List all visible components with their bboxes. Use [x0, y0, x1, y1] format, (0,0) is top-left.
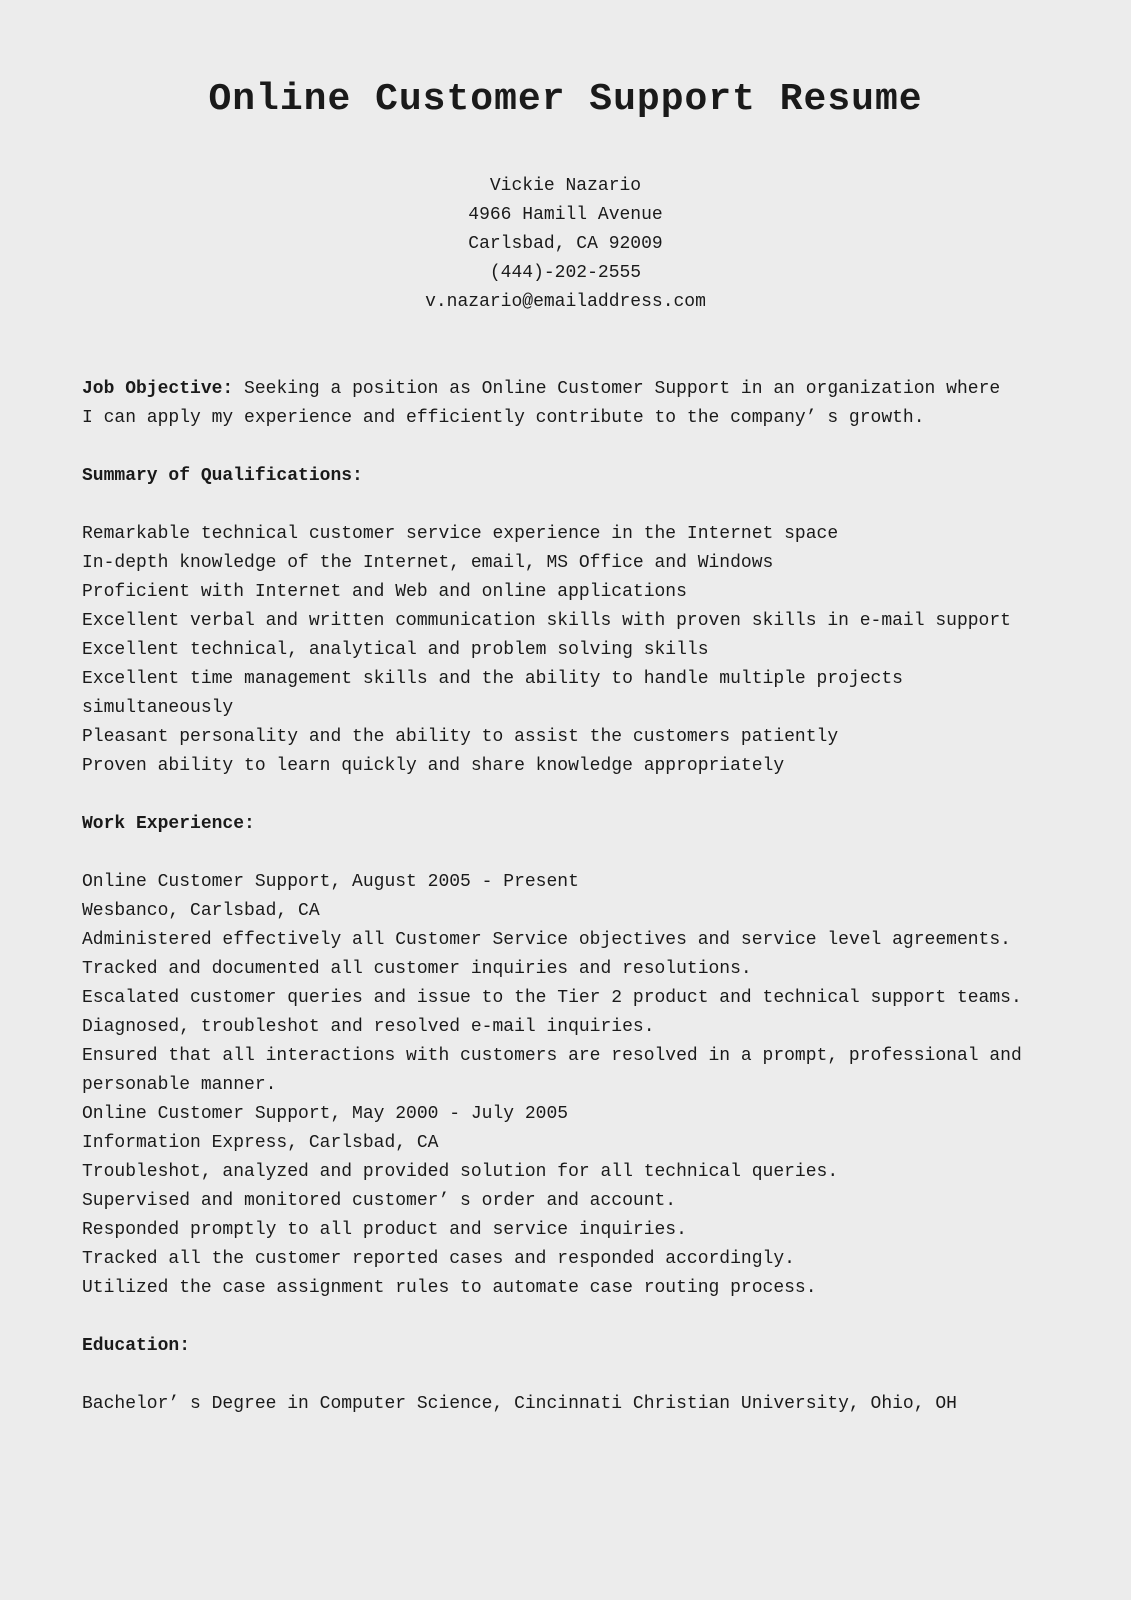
- qualification-item: Excellent time management skills and the ability to handle multiple projects simultaneously: [82, 669, 903, 718]
- job-title: Online Customer Support, May 2000 - July 2005: [82, 1104, 569, 1124]
- job-duty: Diagnosed, troubleshot and resolved e-mail inquiries.: [82, 1017, 655, 1037]
- job-duty: Utilized the case assignment rules to automate case routing process.: [82, 1278, 817, 1298]
- job-duty: Troubleshot, analyzed and provided solution for all technical queries.: [82, 1162, 839, 1182]
- job-duty: Administered effectively all Customer Service objectives and service level agreements.: [82, 930, 1011, 950]
- contact-name: Vickie Nazario: [489, 176, 642, 196]
- job-objective-text: Seeking a position as Online Customer Support in an organization where I can apply my experience and efficiently contribute to the company’ s growth.: [82, 379, 1001, 428]
- job-duty: Tracked all the customer reported cases and responded accordingly.: [82, 1249, 795, 1269]
- qualification-item: In-depth knowledge of the Internet, email, MS Office and Windows: [82, 553, 774, 573]
- job-objective: [82, 375, 1012, 433]
- education-heading: Education:: [82, 1336, 191, 1356]
- qualifications-list: [82, 520, 1027, 781]
- contact-city-state-zip: Carlsbad, CA 92009: [468, 234, 663, 254]
- job-entry: [82, 1100, 1027, 1303]
- qualification-item: Pleasant personality and the ability to assist the customers patiently: [82, 727, 839, 747]
- contact-block: [0, 172, 1131, 317]
- page-title: Online Customer Support Resume: [208, 78, 923, 121]
- job-duty: Responded promptly to all product and service inquiries.: [82, 1220, 687, 1240]
- job-duty: Supervised and monitored customer’ s order and account.: [82, 1191, 677, 1211]
- job-duty: Tracked and documented all customer inquiries and resolutions.: [82, 959, 752, 979]
- qualification-item: Proven ability to learn quickly and share knowledge appropriately: [82, 756, 785, 776]
- contact-phone: (444)-202-2555: [489, 263, 642, 283]
- experience-heading: Work Experience:: [82, 814, 255, 834]
- qualification-item: Excellent technical, analytical and problem solving skills: [82, 640, 709, 660]
- contact-email: v.nazario@emailaddress.com: [425, 292, 706, 312]
- job-duty: Ensured that all interactions with customers are resolved in a prompt, professional and personable manner.: [82, 1046, 1022, 1095]
- contact-street: 4966 Hamill Avenue: [468, 205, 663, 225]
- job-employer: Information Express, Carlsbad, CA: [82, 1133, 439, 1153]
- job-objective-label: Job Objective:: [82, 379, 234, 399]
- qualification-item: Remarkable technical customer service experience in the Internet space: [82, 524, 839, 544]
- job-employer: Wesbanco, Carlsbad, CA: [82, 901, 320, 921]
- qualification-item: Excellent verbal and written communication skills with proven skills in e-mail support: [82, 611, 1011, 631]
- qualifications-heading: Summary of Qualifications:: [82, 466, 363, 486]
- job-title: Online Customer Support, August 2005 - Present: [82, 872, 579, 892]
- qualification-item: Proficient with Internet and Web and online applications: [82, 582, 687, 602]
- resume-body: [82, 375, 1027, 1419]
- job-duty: Escalated customer queries and issue to the Tier 2 product and technical support teams.: [82, 988, 1022, 1008]
- education-entry: Bachelor’ s Degree in Computer Science, Cincinnati Christian University, Ohio, OH: [82, 1394, 957, 1414]
- job-entry: [82, 868, 1027, 1100]
